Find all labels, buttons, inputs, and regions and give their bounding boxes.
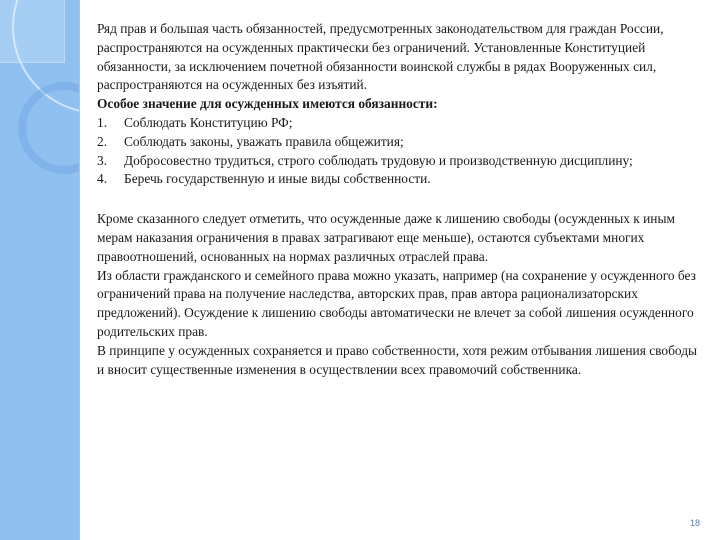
list-item-text: Беречь государственную и иные виды собственности. <box>124 171 431 187</box>
list-item-text: Добросовестно трудиться, строго соблюдать трудовую и производственную дисциплину; <box>124 152 633 168</box>
obligations-list <box>97 114 707 189</box>
civil-family-law-paragraph: Из области гражданского и семейного права можно указать, например (на сохранение у осужденного без ограничений права на получение наследства, авторских прав, прав автора рационализаторских предложений). Осуждение к лишению свободы автоматически не влечет за собой лишения осужденного родительских прав. <box>97 267 696 339</box>
list-item-text: Соблюдать законы, уважать правила общежития; <box>124 133 404 149</box>
list-item <box>97 170 707 189</box>
list-item-text: Соблюдать Конституцию РФ; <box>124 114 293 130</box>
legal-relations-paragraph: Кроме сказанного следует отметить, что осужденные даже к лишению свободы (осужденных к иным мерам наказания ограничения в правах затрагивают еще меньше), остаются субъектами многих правоотношений, основанных на нормах различных отраслей права. <box>97 211 675 264</box>
decorative-ring <box>18 82 80 174</box>
list-item-number: 2. <box>97 133 108 149</box>
obligations-heading: Особое значение для осужденных имеются обязанности: <box>97 96 438 112</box>
list-item-number: 3. <box>97 152 108 168</box>
slide-content <box>97 20 707 379</box>
decorative-sidebar <box>0 0 80 540</box>
page-number: 18 <box>690 518 701 528</box>
property-rights-paragraph: В принципе у осужденных сохраняется и право собственности, хотя режим отбывания лишения свободы и вносит существенные изменения в осуществлении всех правомочий собственника. <box>97 342 698 377</box>
list-item <box>97 133 707 152</box>
list-item-number: 1. <box>97 114 108 130</box>
list-item <box>97 152 707 171</box>
list-item-number: 4. <box>97 171 108 187</box>
intro-paragraph: Ряд прав и большая часть обязанностей, предусмотренных законодательством для граждан России, распространяются на осужденных практически без ограничений. Установленные Конституцией обязанности, за исключением почетной обязанности воинской службы в рядах Вооруженных сил, распространяются на осужденных без изъятий. <box>97 21 664 93</box>
paragraph-gap <box>97 189 707 210</box>
list-item <box>97 114 707 133</box>
